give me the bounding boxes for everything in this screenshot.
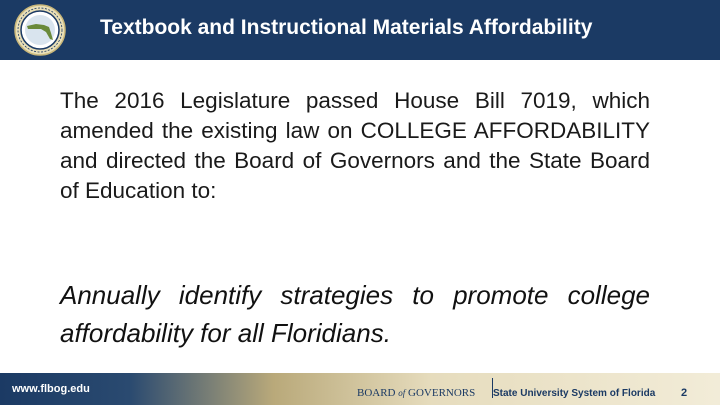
body-paragraph: The 2016 Legislature passed House Bill 7019, which amended the existing law on COLLEGE AFFORDABILITY and directed the Board of Governors and the State Board of Education to: (60, 88, 650, 203)
state-university-system-seal-icon (14, 4, 66, 56)
board-of-governors-logo (357, 387, 475, 399)
page-number: 2 (681, 387, 688, 399)
footer-bar (0, 373, 720, 405)
bog-of-word: of (398, 388, 406, 398)
system-name: State University System of Florida (493, 388, 656, 399)
header-bar (0, 0, 720, 60)
website-link[interactable]: www.flbog.edu (12, 383, 90, 395)
bog-governors-word: GOVERNORS (408, 387, 476, 399)
bog-board-word: BOARD (357, 387, 396, 399)
emphasis-statement: Annually identify strategies to promote college affordability for all Floridians. (60, 280, 650, 348)
page-title: Textbook and Instructional Materials Affordability (100, 16, 593, 39)
